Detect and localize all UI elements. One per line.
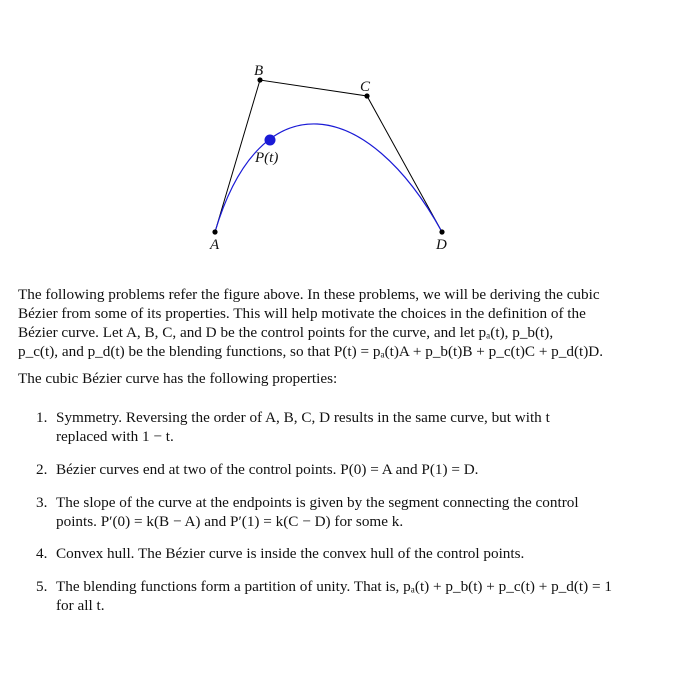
curve-point-p xyxy=(265,135,276,146)
control-point-a xyxy=(212,229,217,234)
list-item-text: Convex hull. The Bézier curve is inside the convex hull of the control points. xyxy=(56,545,525,562)
list-item-number: 5. xyxy=(36,578,48,595)
intro-line: Bézier from some of its properties. This will help motivate the choices in the definition of the xyxy=(18,305,586,322)
list-item-text: points. P′(0) = k(B − A) and P′(1) = k(C − D) for some k. xyxy=(56,513,404,530)
intro-line: Bézier curve. Let A, B, C, and D be the control points for the curve, and let pₐ(t), p_b(t), xyxy=(18,324,554,341)
label-b: B xyxy=(254,63,264,79)
list-item-number: 2. xyxy=(36,461,48,478)
control-point-d xyxy=(439,229,444,234)
label-p: P(t) xyxy=(255,150,279,166)
list-item-text: The slope of the curve at the endpoints is given by the segment connecting the control xyxy=(56,494,579,511)
bezier-curve xyxy=(215,124,442,232)
intro-paragraph xyxy=(18,285,644,361)
list-item-text: Bézier curves end at two of the control points. P(0) = A and P(1) = D. xyxy=(56,461,479,478)
bezier-figure xyxy=(0,0,690,275)
label-c: C xyxy=(360,79,371,95)
list-item-number: 1. xyxy=(36,409,48,426)
intro-line: p_c(t), and p_d(t) be the blending functions, so that P(t) = pₐ(t)A + p_b(t)B + p_c(t)C + p_d(t)D. xyxy=(18,343,604,360)
label-a: A xyxy=(210,237,220,253)
properties-lead xyxy=(18,369,644,388)
list-item-text: for all t. xyxy=(56,597,105,614)
control-polygon xyxy=(215,80,442,232)
label-d: D xyxy=(436,237,447,253)
list-item-number: 3. xyxy=(36,494,48,511)
properties-lead-text: The cubic Bézier curve has the following properties: xyxy=(18,370,338,387)
list-item-number: 4. xyxy=(36,545,48,562)
list-item-text: The blending functions form a partition of unity. That is, pₐ(t) + p_b(t) + p_c(t) + p_d(t) = 1 xyxy=(56,578,612,595)
intro-line: The following problems refer the figure above. In these problems, we will be deriving the cubic xyxy=(18,286,600,303)
list-item-text: replaced with 1 − t. xyxy=(56,428,174,445)
list-item-text: Symmetry. Reversing the order of A, B, C, D results in the same curve, but with t xyxy=(56,409,550,426)
